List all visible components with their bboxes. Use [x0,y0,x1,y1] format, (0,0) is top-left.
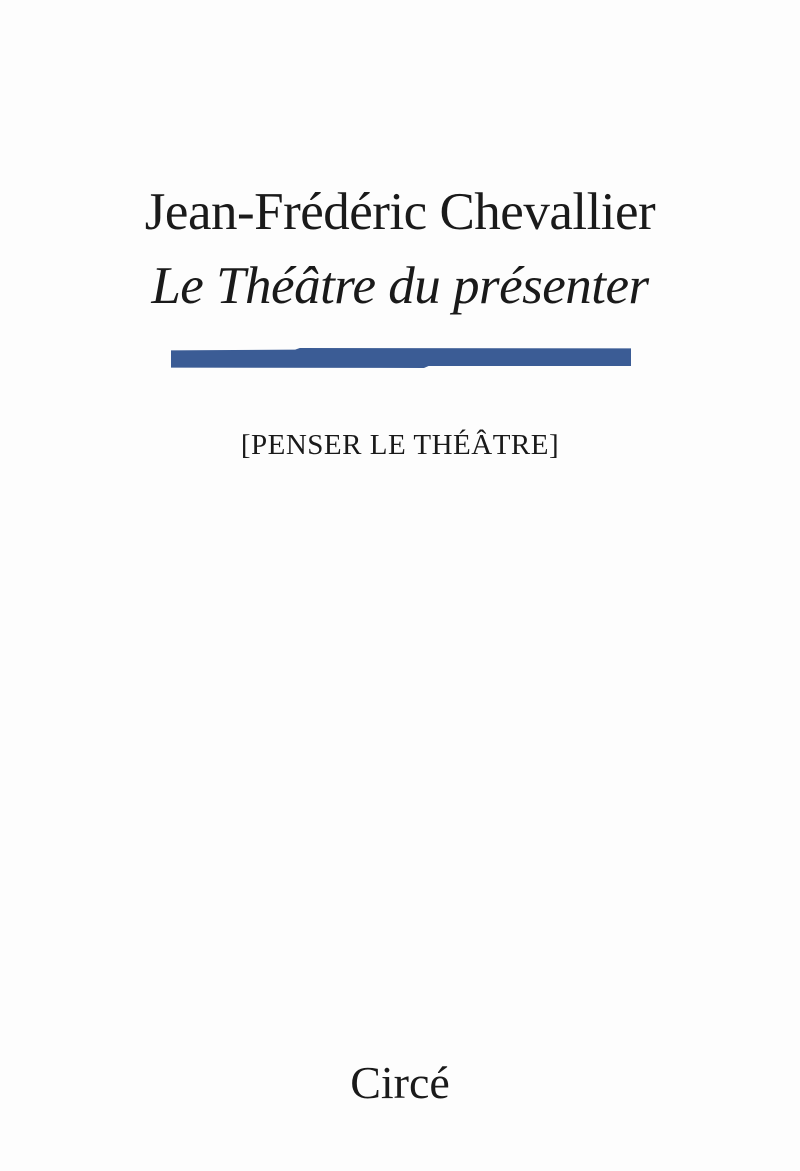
book-title: Le Théâtre du présenter [151,257,649,315]
accent-rule [171,348,631,368]
author-name: Jean-Frédéric Chevallier [144,183,656,241]
series-label: [PENSER LE THÉÂTRE] [240,429,560,461]
publisher-name: Circé [350,1057,450,1108]
